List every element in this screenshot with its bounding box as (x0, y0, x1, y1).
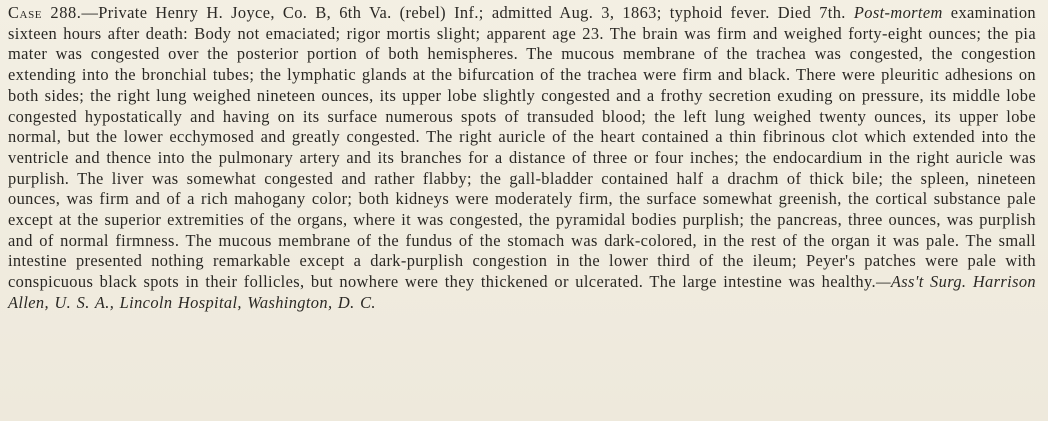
surgeon-signature: —Ass't Surg. Harrison Allen, U. S. A., Lincoln Hospital, Washington, D. C. (8, 272, 1036, 312)
patient-intro-text: —Private Henry H. Joyce, Co. B, 6th Va. (rebel) Inf.; admitted Aug. 3, 1863; typhoid fever. Died 7th. (81, 3, 854, 22)
autopsy-findings-text: examination sixteen hours after death: Body not emaciated; rigor mortis slight; apparent age 23. The brain was firm and weighed forty-eight ounces; the pia mater was congested over the posterior portion of both hemispheres. The mucous membrane of the trachea was congested, the congestion extending into the bronchial tubes; the lymphatic glands at the bifurcation of the trachea were firm and black. There were pleuritic adhesions on both sides; the right lung weighed nineteen ounces, its upper lobe slightly congested and a frothy secretion exuding on pressure, its middle lobe congested hypostatically and having on its surface numerous spots of transuded blood; the left lung weighed twenty ounces, its upper lobe normal, but the lower ecchymosed and greatly congested. The right auricle of the heart contained a thin fibrinous clot which extended into the ventricle and thence into the pulmonary artery and its branches for a distance of three or four inches; the endocardium in the right auricle was purplish. The liver was somewhat congested and rather flabby; the gall-bladder contained half a drachm of thick bile; the spleen, nineteen ounces, was firm and of a rich mahogany color; both kidneys were moderately firm, the surface somewhat greenish, the cortical substance pale except at the superior extremities of the organs, where it was congested, the pyramidal bodies purplish; the pancreas, three ounces, was purplish and of normal firmness. The mucous membrane of the fundus of the stomach was dark-colored, in the rest of the organ it was pale. The small intestine presented nothing remarkable except a dark-purplish congestion in the lower third of the ileum; Peyer's patches were pale with conspicuous black spots in their follicles, but nowhere were they thickened or ulcerated. The large intestine was healthy. (8, 3, 1036, 292)
case-report-paragraph (8, 3, 1036, 314)
post-mortem-label: Post-mortem (853, 3, 943, 22)
case-number-label: Case 288. (8, 3, 82, 22)
